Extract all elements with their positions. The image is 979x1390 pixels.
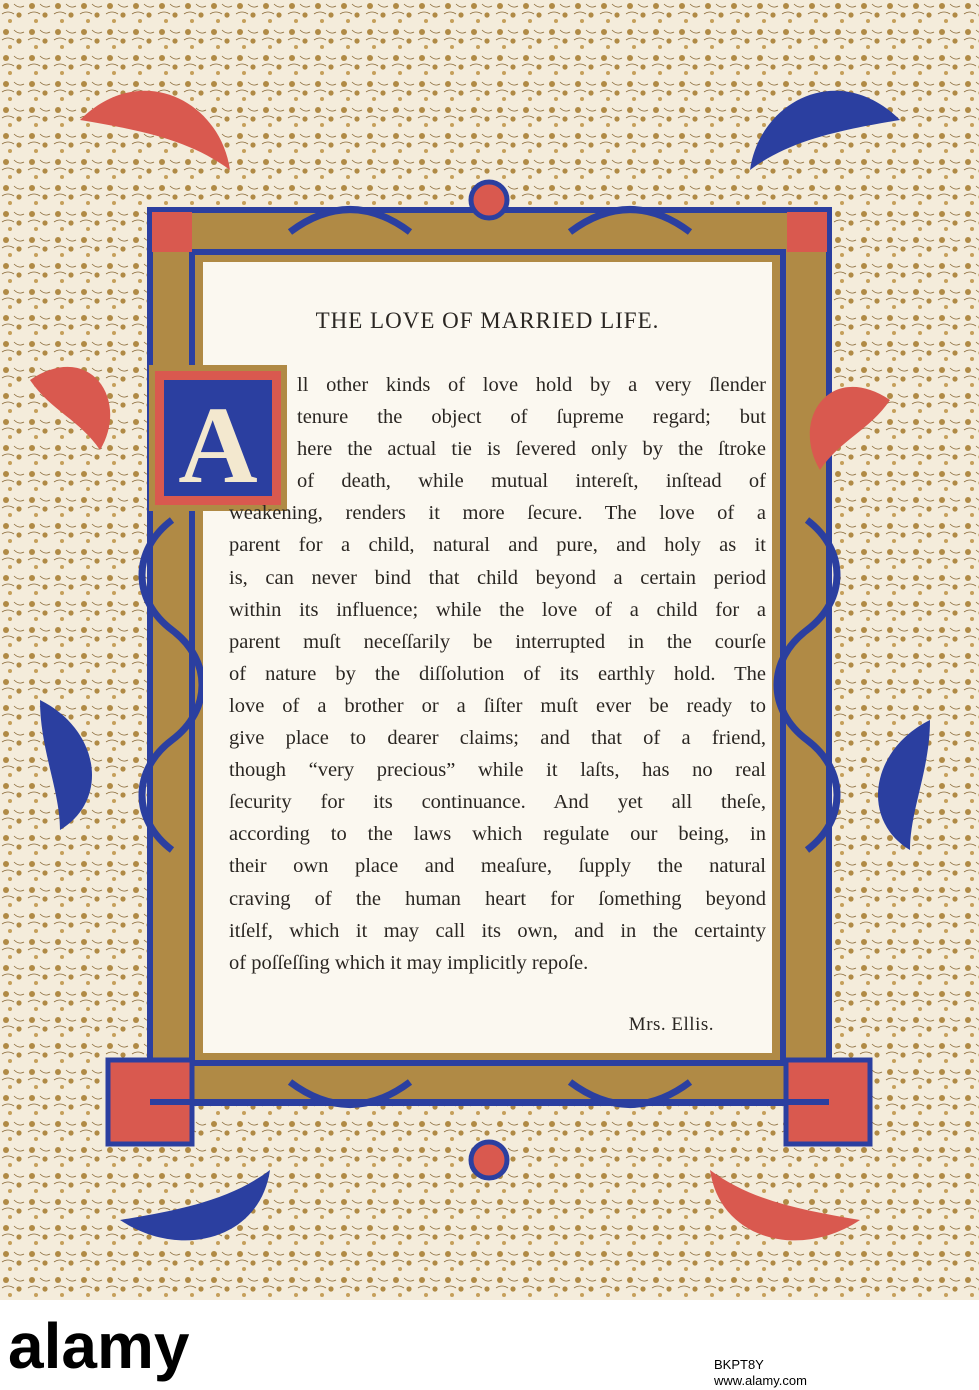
text-line: weakening, renders it more ſecure. The love of a [229, 502, 766, 525]
text-line: craving of the human heart for ſomething beyond [229, 887, 766, 910]
text-line: of death, while mutual intereſt, inſtead of [297, 470, 766, 493]
text-line: parent muſt neceſſarily be interrupted in the courſe [229, 630, 766, 653]
drop-cap-letter: A [178, 384, 258, 506]
alamy-logo [0, 1300, 306, 1390]
text-line: within its influence; while the love of a child for a [229, 598, 766, 621]
body-text [229, 369, 766, 979]
text-line: according to the laws which regulate our being, in [229, 823, 766, 846]
text-line: though “very precious” while it laſts, has no real [229, 759, 766, 782]
text-panel [178, 262, 772, 1053]
image-id-watermark [710, 1355, 979, 1390]
text-line: tenure the object of ſupreme regard; but [297, 406, 766, 429]
text-line: parent for a child, natural and pure, and holy as it [229, 534, 766, 557]
text-line: of poſſeſſing which it may implicitly repoſe. [229, 951, 589, 974]
image-id-text: BKPT8Y [714, 1357, 764, 1372]
text-line: is, can never bind that child beyond a certain period [229, 566, 766, 589]
text-line: give place to dearer claims; and that of a friend, [229, 727, 766, 750]
text-line: ſecurity for its continuance. And yet all theſe, [229, 791, 766, 814]
text-line: itſelf, which it may call its own, and in the certainty [229, 919, 766, 942]
page-title: THE LOVE OF MARRIED LIFE. [315, 308, 660, 333]
text-line: their own place and meaſure, ſupply the natural [229, 855, 766, 878]
text-line: here the actual tie is ſevered only by the ſtroke [297, 438, 766, 461]
text-line: of nature by the diſſolution of its earthly hold. The [229, 662, 766, 685]
alamy-logo-text: alamy [8, 1310, 190, 1382]
text-line: love of a brother or a ſiſter muſt ever be ready to [229, 694, 766, 717]
text-line: ll other kinds of love hold by a very ſlender [297, 374, 766, 396]
site-url-text: www.alamy.com [714, 1373, 807, 1388]
author-signature: Mrs. Ellis. [628, 1014, 714, 1035]
